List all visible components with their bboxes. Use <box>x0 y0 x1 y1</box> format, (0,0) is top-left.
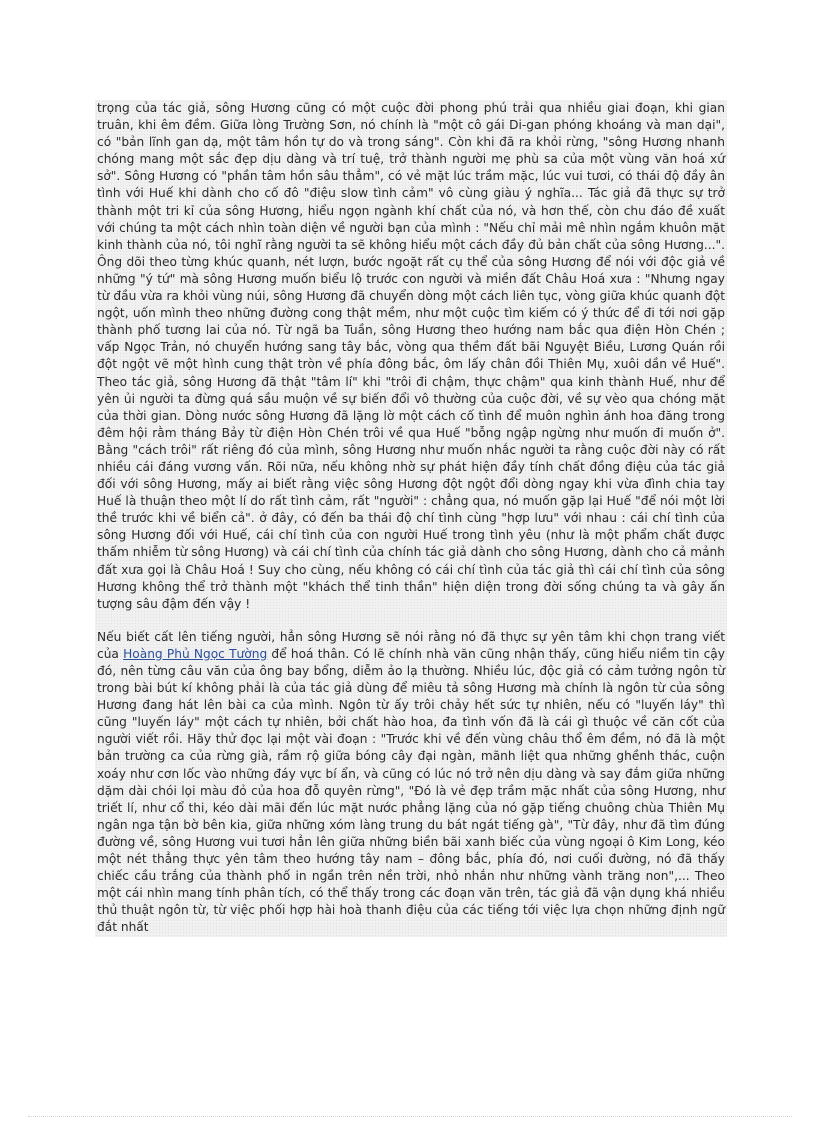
page-bottom-rule <box>28 1116 792 1117</box>
paragraph-2 <box>97 629 725 937</box>
paragraph-1: trọng của tác giả, sông Hương cũng có một cuộc đời phong phú trải qua nhiều giai đoạn, khi gian truân, khi êm đềm. Giữa lòng Trường Sơn, nó chính là "một cô gái Di-gan phóng khoáng và man dại", có "bản lĩnh gan dạ, một tâm hồn tự do và trong sáng". Còn khi đã ra khỏi rừng, "sông Hương nhanh chóng mang một sắc đẹp dịu dàng và trí tuệ, trở thành người mẹ phù sa của một vùng văn hoá xứ sở". Sông Hương có "phần tâm hồn sâu thẳm", có vẻ mặt lúc trầm mặc, lúc vui tươi, có thái độ đầy ân tình với Huế khi dành cho cố đô "điệu slow tình cảm" vô cùng giàu ý nghĩa... Tác giả đã thực sự trở thành một tri kỉ của sông Hương, hiểu ngọn ngành khí chất của nó, và hơn thế, còn chu đáo đề xuất với chúng ta một cách nhìn toàn diện về người bạn của mình : "Nếu chỉ mải mê nhìn ngắm khuôn mặt kinh thành của nó, tôi nghĩ rằng người ta sẽ không hiểu một cách đầy đủ bản chất của sông Hương...". Ông dõi theo từng khúc quanh, nét lượn, bước ngoặt rất cụ thể của sông Hương để nói với độc giả về những "ý tứ" mà sông Hương muốn biểu lộ trước con người và miền đất Châu Hoá xưa : "Nhưng ngay từ đầu vừa ra khỏi vùng núi, sông Hương đã chuyển dòng một cách liên tục, vòng giữa khúc quanh đột ngột, uốn mình theo những đường cong thật mềm, như một cuộc tìm kiếm có ý thức để đi tới nơi gặp thành phố tương lai của nó. Từ ngã ba Tuần, sông Hương theo hướng nam bắc qua điện Hòn Chén ; vấp Ngọc Trản, nó chuyển hướng sang tây bắc, vòng qua thềm đất bãi Nguyệt Biều, Lương Quán rồi đột ngột vẽ một hình cung thật tròn về phía đông bắc, ôm lấy chân đồi Thiên Mụ, xuôi dần về Huế". Theo tác giả, sông Hương đã thật "tâm lí" khi "trôi đi chậm, thực chậm" qua kinh thành Huế, như để yên ủi người ta đừng quá sầu muộn về sự biến đổi vô thường của cuộc đời, về sự vèo qua chóng mặt của thời gian. Dòng nước sông Hương đã lặng lờ một cách cố tình để muôn nghìn ánh hoa đăng trong đêm hội rằm tháng Bảy từ điện Hòn Chén trôi về qua Huế "bỗng ngập ngừng như muốn đi muốn ở". Bằng "cách trôi" rất riêng đó của mình, sông Hương như muốn nhắc người ta rằng cuộc đời này có rất nhiều cái đáng vương vấn. Rõi nữa, nếu không nhờ sự phát hiện đầy tính chất đồng điệu của tác giả đối với sông Hương, mấy ai biết rằng việc sông Hương đột ngột đổi dòng ngay khi vừa đình chia tay Huế là thuận theo một lí do rất tình cảm, rất "người" : chẳng qua, nó muốn gặp lại Huế "để nói một lời thề trước khi về biển cả". ở đây, có đến ba thái độ chí tình cùng "hợp lưu" với nhau : cái chí tình của sông Hương đối với Huế, cái chí tình của con người Huế trong tình yêu (như là một phẩm chất được thấm nhiễm từ sông Hương) và cái chí tình của chính tác giả dành cho sông Hương, dành cho cả mảnh đất xưa gọi là Châu Hoá ! Suy cho cùng, nếu không có cái chí tình của tác giả thì cái chí tình của sông Hương không thể trở thành một "khách thể tinh thần" hiện diện trong đời sống chúng ta và gây ấn tượng sâu đậm đến vậy ! <box>97 101 725 611</box>
paragraph-2-lead: Nếu biết cất lên tiếng người, hẳn sông Hương sẽ nói rằng nó đã thực sự yên tâm khi chọn trang viết của <box>97 629 725 661</box>
paragraph-spacer <box>97 613 725 629</box>
author-link[interactable]: Hoàng Phủ Ngọc Tường <box>123 646 268 661</box>
paragraph-2-rest: để hoá thân. Có lẽ chính nhà văn cũng nhận thấy, cũng hiểu niềm tin cậy đó, nên từng câu văn của ông bay bổng, diễm ảo lạ thường. Nhiều lúc, độc giả có cảm tưởng ngôn từ trong bài bút kí không phải là của tác giả dùng để miêu tả sông Hương mà chính là ngôn từ của sông Hương đang hát lên bài ca của mình. Ngôn từ ấy trôi chảy hết sức tự nhiên, nếu có "luyến láy" thì cũng "luyến láy" một cách tự nhiên, bởi chất hào hoa, đa tình vốn đã là cái gì thuộc về căn cốt của người viết rồi. Hãy thử đọc lại một vài đoạn : "Trước khi về đến vùng châu thổ êm đềm, nó đã là một bản trường ca của rừng già, rầm rộ giữa bóng cây đại ngàn, mãnh liệt qua những ghềnh thác, cuộn xoáy như cơn lốc vào những đáy vực bí ẩn, và cũng có lúc nó trở nên dịu dàng và say đắm giữa những dặm dài chói lọi màu đỏ của hoa đỗ quyên rừng", "Đó là vẻ đẹp trầm mặc nhất của sông Hương, như triết lí, như cổ thi, kéo dài mãi đến lúc mặt nước phẳng lặng của nó gặp tiếng chuông chùa Thiên Mụ ngân nga tận bờ bên kia, giữa những xóm làng trung du bát ngát tiếng gà", "Từ đây, như đã tìm đúng đường về, sông Hương vui tươi hẳn lên giữa những biền bãi xanh biếc của vùng ngoại ô Kim Long, kéo một nét thẳng thực yên tâm theo hướng tây nam – đông bắc, phía đó, nơi cuối đường, nó đã thấy chiếc cầu trắng của thành phố in ngần trên nền trời, nhỏ nhắn như những vành trăng non",... Theo một cái nhìn mang tính phân tích, có thể thấy trong các đoạn văn trên, tác giả đã vận dụng khá nhiều thủ thuật ngôn từ, từ việc phối hợp hài hoà thanh điệu của các tiếng tới việc lựa chọn những định ngữ đắt nhất <box>97 646 725 935</box>
body-text <box>95 100 727 937</box>
